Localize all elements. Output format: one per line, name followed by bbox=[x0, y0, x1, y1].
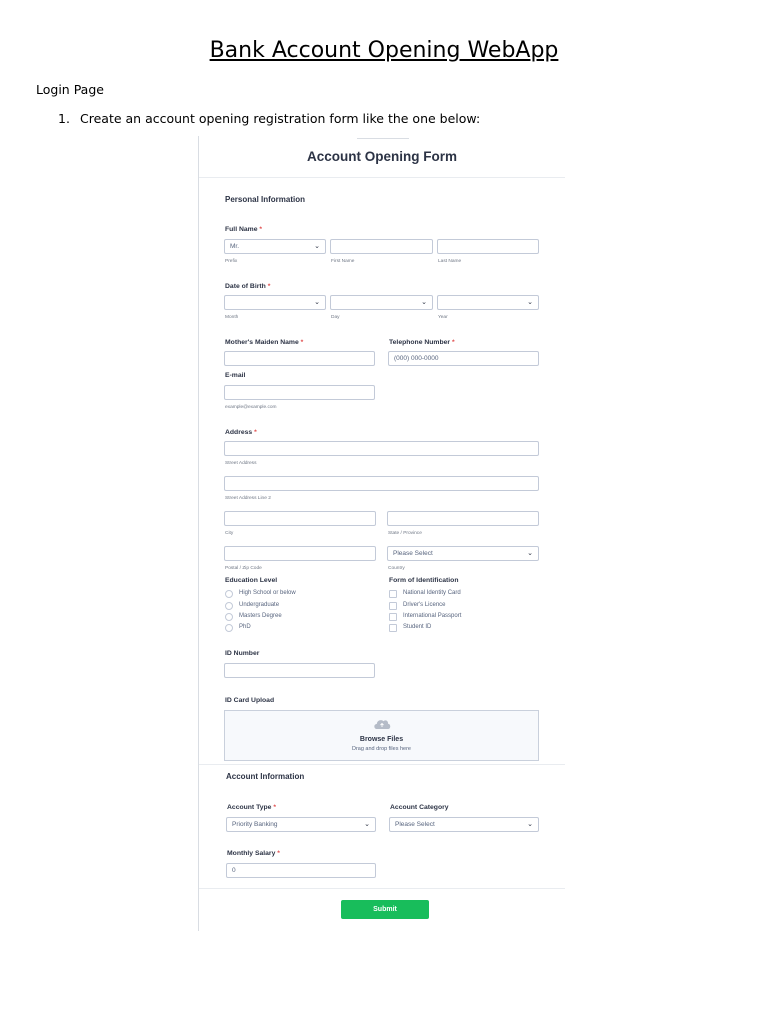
phone-placeholder: (000) 000-0000 bbox=[394, 355, 439, 362]
chevron-down-icon: ⌄ bbox=[421, 299, 427, 306]
street-hint: Street Address bbox=[225, 461, 257, 466]
radio-button[interactable] bbox=[225, 590, 233, 598]
year-select[interactable] bbox=[437, 295, 539, 310]
chevron-down-icon: ⌄ bbox=[527, 299, 533, 306]
account-type-value: Priority Banking bbox=[232, 821, 278, 828]
phone-input[interactable] bbox=[388, 351, 539, 366]
first-name-input[interactable] bbox=[330, 239, 433, 254]
id-number-input[interactable] bbox=[224, 663, 375, 678]
month-select[interactable] bbox=[224, 295, 326, 310]
account-type-label: Account Type * bbox=[227, 804, 276, 811]
full-name-label: Full Name * bbox=[225, 226, 263, 233]
divider bbox=[199, 764, 565, 765]
year-hint: Year bbox=[438, 315, 448, 320]
identification-option: Student ID bbox=[403, 624, 432, 630]
chevron-down-icon: ⌄ bbox=[314, 299, 320, 306]
education-option: High School or below bbox=[239, 590, 296, 596]
list-number: 1. bbox=[58, 111, 70, 126]
checkbox[interactable] bbox=[389, 613, 397, 621]
divider bbox=[199, 177, 565, 178]
chevron-down-icon: ⌄ bbox=[527, 821, 533, 828]
day-select[interactable] bbox=[330, 295, 433, 310]
cloud-upload-icon bbox=[372, 717, 392, 730]
radio-button[interactable] bbox=[225, 624, 233, 632]
identification-option: National Identity Card bbox=[403, 590, 461, 596]
section-account: Account Information bbox=[226, 772, 305, 781]
section-personal: Personal Information bbox=[225, 195, 306, 204]
education-option: Undergraduate bbox=[239, 602, 280, 608]
file-upload-dropzone[interactable] bbox=[224, 710, 539, 761]
month-hint: Month bbox=[225, 315, 239, 320]
drag-drop-hint: Drag and drop files here bbox=[351, 746, 411, 752]
browse-files-label[interactable]: Browse Files bbox=[359, 736, 404, 743]
prefix-select[interactable] bbox=[224, 239, 326, 254]
identification-label: Form of Identification bbox=[389, 577, 459, 584]
radio-button[interactable] bbox=[225, 613, 233, 621]
education-label: Education Level bbox=[225, 577, 278, 584]
account-category-select[interactable] bbox=[389, 817, 539, 832]
submit-button[interactable]: Submit bbox=[341, 900, 429, 919]
zip-hint: Postal / Zip Code bbox=[225, 566, 262, 571]
salary-label: Monthly Salary * bbox=[227, 850, 280, 857]
dob-label: Date of Birth * bbox=[225, 283, 271, 290]
last-name-input[interactable] bbox=[437, 239, 539, 254]
document-title: Bank Account Opening WebApp bbox=[209, 38, 559, 63]
day-hint: Day bbox=[331, 315, 340, 320]
phone-label: Telephone Number * bbox=[389, 339, 455, 346]
account-category-label: Account Category bbox=[390, 804, 449, 811]
last-name-hint: Last Name bbox=[438, 259, 462, 264]
education-option: PhD bbox=[239, 624, 251, 630]
state-hint: State / Province bbox=[388, 531, 422, 536]
checkbox[interactable] bbox=[389, 590, 397, 598]
prefix-value: Mr. bbox=[230, 243, 240, 250]
chevron-down-icon: ⌄ bbox=[364, 821, 370, 828]
checkbox[interactable] bbox=[389, 624, 397, 632]
email-hint: example@example.com bbox=[225, 405, 277, 410]
checkbox[interactable] bbox=[389, 602, 397, 610]
maiden-name-label: Mother's Maiden Name * bbox=[225, 339, 304, 346]
street-input[interactable] bbox=[224, 441, 539, 456]
form-screenshot bbox=[198, 136, 565, 931]
chevron-down-icon: ⌄ bbox=[314, 243, 320, 250]
email-label: E-mail bbox=[225, 372, 246, 379]
address-label: Address * bbox=[225, 429, 257, 436]
street2-input[interactable] bbox=[224, 476, 539, 491]
country-hint: Country bbox=[388, 566, 405, 571]
id-upload-label: ID Card Upload bbox=[225, 697, 275, 704]
divider bbox=[199, 888, 565, 889]
account-type-select[interactable] bbox=[226, 817, 376, 832]
radio-button[interactable] bbox=[225, 602, 233, 610]
prefix-hint: Prefix bbox=[225, 259, 238, 264]
first-name-hint: First Name bbox=[331, 259, 355, 264]
identification-option: Driver's Licence bbox=[403, 602, 446, 608]
document-subtitle: Login Page bbox=[36, 82, 104, 97]
street2-hint: Street Address Line 2 bbox=[225, 496, 271, 501]
city-input[interactable] bbox=[224, 511, 376, 526]
country-value: Please Select bbox=[393, 550, 433, 557]
chevron-down-icon: ⌄ bbox=[527, 550, 533, 557]
email-input[interactable] bbox=[224, 385, 375, 400]
education-option: Masters Degree bbox=[239, 613, 282, 619]
form-title: Account Opening Form bbox=[307, 149, 457, 164]
zip-input[interactable] bbox=[224, 546, 376, 561]
top-divider bbox=[357, 138, 409, 139]
salary-input[interactable] bbox=[226, 863, 376, 878]
list-text: Create an account opening registration form like the one below: bbox=[80, 111, 481, 126]
identification-option: International Passport bbox=[403, 613, 462, 619]
maiden-name-input[interactable] bbox=[224, 351, 375, 366]
document-list-item bbox=[58, 111, 480, 126]
country-select[interactable] bbox=[387, 546, 539, 561]
id-number-label: ID Number bbox=[225, 650, 260, 657]
salary-value: 0 bbox=[232, 867, 236, 874]
state-input[interactable] bbox=[387, 511, 539, 526]
account-category-value: Please Select bbox=[395, 821, 435, 828]
city-hint: City bbox=[225, 531, 234, 536]
